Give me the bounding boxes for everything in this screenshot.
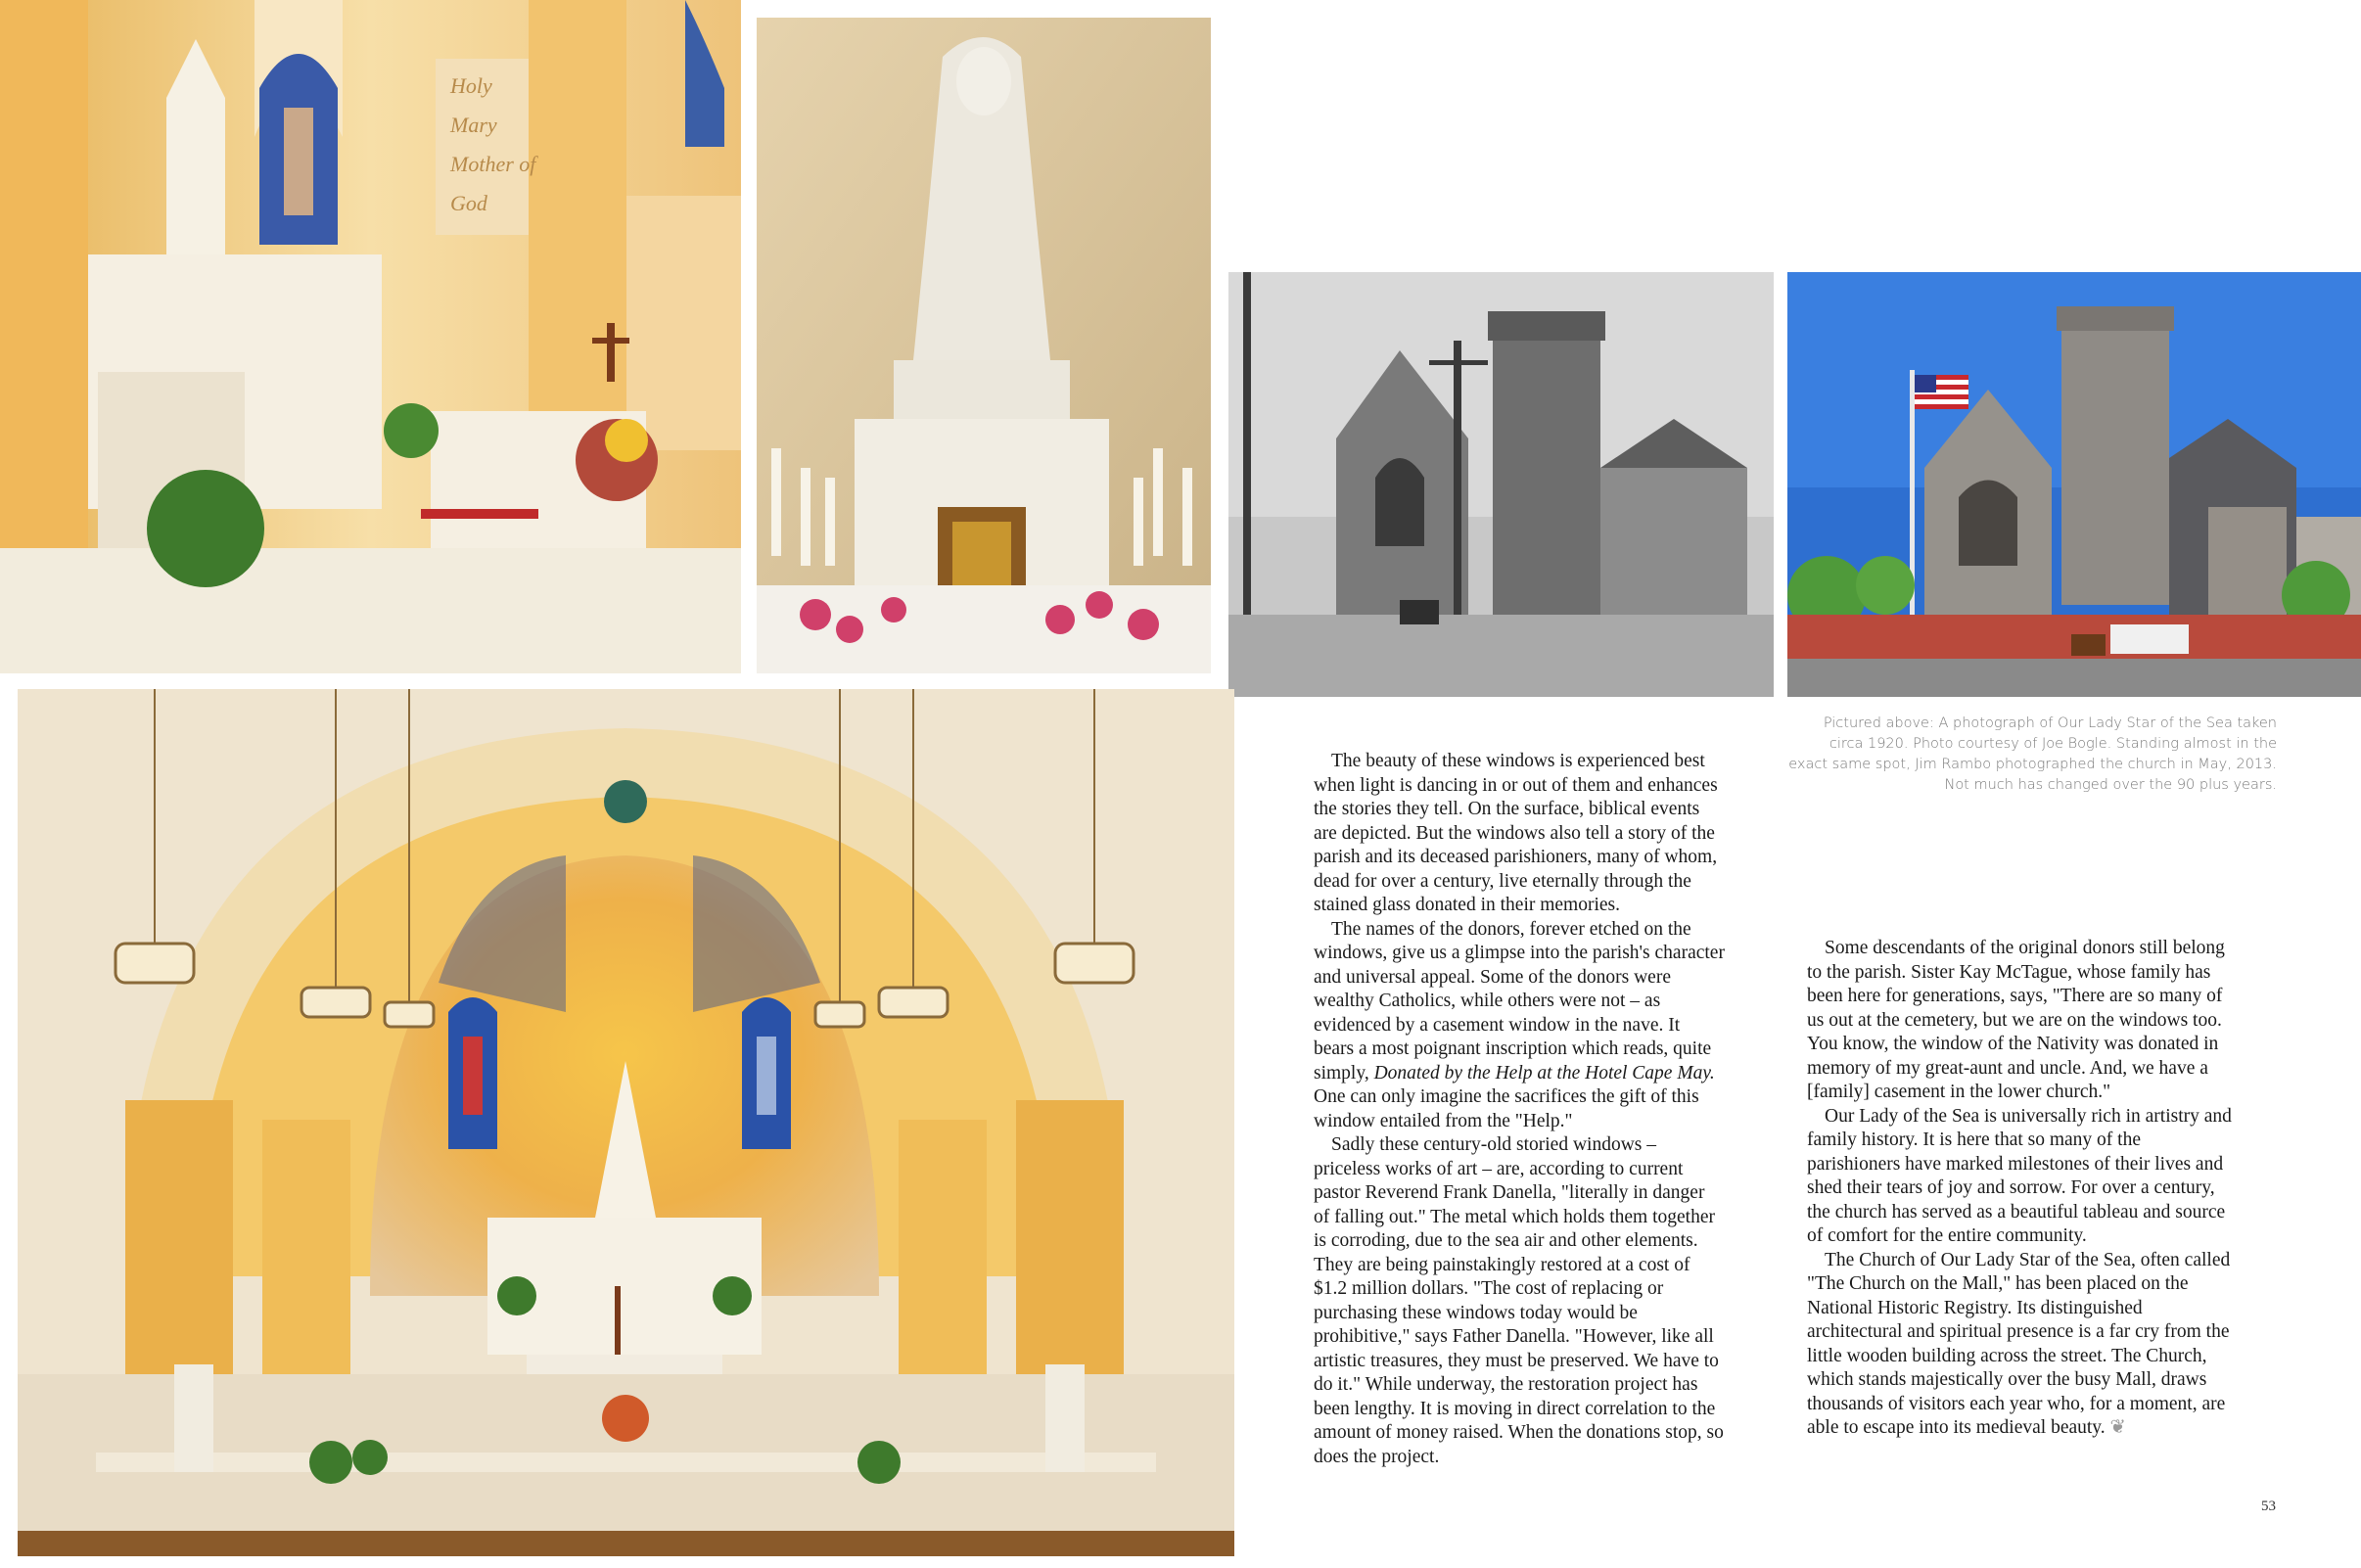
article-paragraph <box>1807 1249 2238 1441</box>
photo-caption: Pictured above: A photograph of Our Lady Star of the Sea taken circa 1920. Photo courtesy of Joe Bogle. Standing almost in the exact same spot, Jim Rambo photographed the church in May, 2013. Not much has changed over the 90 plus years. <box>1788 715 2277 793</box>
inscription-line: Mary <box>450 113 497 137</box>
article-paragraph: Sadly these century-old storied windows – priceless works of art – are, according to current pastor Reverend Frank Danella, "literally in danger of falling out." The metal which holds them together is corroding, due to the sea air and other elements. They are being painstakingly restored at a cost of $1.2 million dollars. "The cost of replacing or purchasing these windows today would be prohibitive," says Father Danella. "However, like all artistic treasures, they must be preserved. We have to do it." While underway, the restoration project has been lengthy. It is moving in direct correlation to the amount of money raised. When the donations stop, so does the project. <box>1314 1134 1724 1467</box>
flag-icon <box>1915 375 1968 409</box>
article-paragraph <box>1314 918 1725 1134</box>
altar-photo <box>0 0 741 673</box>
modern-church-photo <box>1787 272 2361 697</box>
page-number: 53 <box>2261 1499 2276 1514</box>
end-mark-icon: ❦ <box>2109 1417 2126 1438</box>
church-interior-photo <box>18 689 1234 1556</box>
article-column-left <box>1314 750 1725 1469</box>
inscription-line: God <box>450 191 487 215</box>
inscription-line: Holy <box>450 73 492 98</box>
article-column-right <box>1807 937 2238 1441</box>
donor-inscription: Donated by the Help at the Hotel Cape May. <box>1373 1062 1715 1084</box>
historic-church-photo <box>1228 272 1774 697</box>
article-paragraph: Our Lady of the Sea is universally rich in artistry and family history. It is here that so many of the parishioners have marked milestones of their lives and shed their tears of joy and sorrow. For over a century, the church has served as a beautiful tableau and source of comfort for the entire community. <box>1807 1105 2232 1246</box>
paragraph-text: The Church of Our Lady Star of the Sea, often called "The Church on the Mall," has been placed on the National Historic Registry. Its distinguished architectural and spiritual presence is a far cry from the little wooden building across the street. The Church, which stands majestically over the busy Mall, draws thousands of visitors each year who, for a moment, are able to escape into its medieval beauty. <box>1807 1249 2231 1438</box>
article-paragraph: Some descendants of the original donors still belong to the parish. Sister Kay McTague, whose family has been here for generations, says, "There are so many of us out at the cemetery, but we are on the windows too. You know, the window of the Nativity was donated in memory of my great-aunt and uncle. And, we have a [family] casement in the lower church." <box>1807 938 2225 1102</box>
paragraph-text: The names of the donors, forever etched on the windows, give us a glimpse into the parish's character and universal appeal. Some of the donors were wealthy Catholics, while others were not – as evidenced by a casement window in the nave. It bears a most poignant inscription which reads, quite simply, <box>1314 918 1725 1084</box>
statue-photo <box>757 18 1211 673</box>
article-paragraph: The beauty of these windows is experienced best when light is dancing in or out of them and enhances the stories they tell. On the surface, biblical events are depicted. But the windows also tell a story of the parish and its deceased parishioners, many of whom, dead for over a century, live eternally through the stained glass donated in their memories. <box>1314 751 1718 915</box>
paragraph-text: One can only imagine the sacrifices the gift of this window entailed from the "Help." <box>1314 1086 1699 1131</box>
inscription-line: Mother of <box>450 152 536 176</box>
